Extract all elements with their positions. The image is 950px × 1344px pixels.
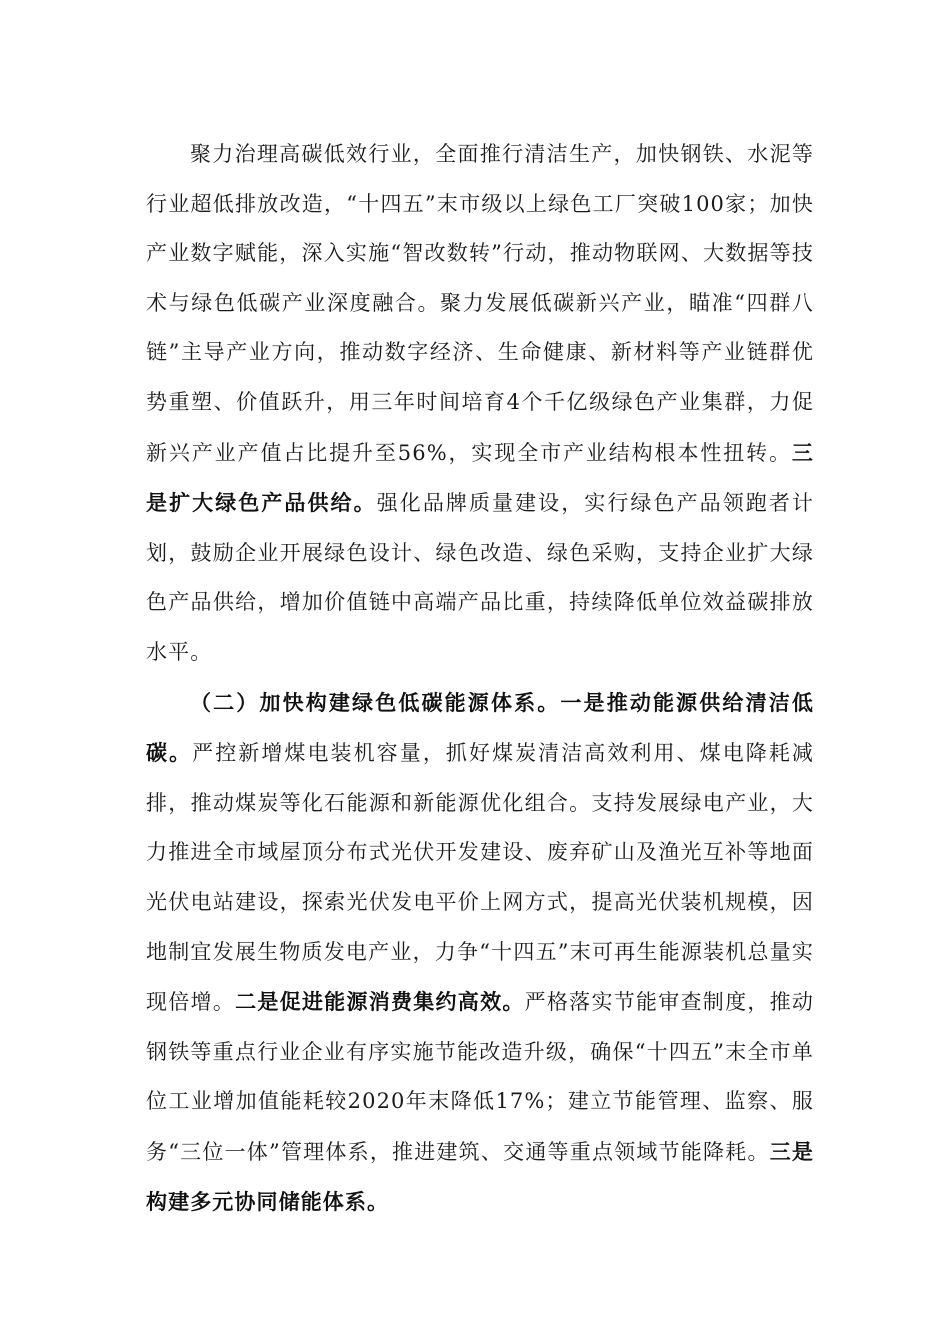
document-body bbox=[146, 130, 814, 1228]
section-heading: （二）加快构建绿色低碳能源体系。 bbox=[190, 689, 561, 715]
paragraph-text: 严格落实节能审查制度，推动钢铁等重点行业企业有序实施节能改造升级，确保“十四五”末全市单位工业增加值能耗较2020年末降低17%；建立节能管理、监察、服务“三位一体”管理体系，推进建筑、交通等重点领域节能降耗。 bbox=[146, 990, 814, 1164]
paragraph-text: 强化品牌质量建设，实行绿色产品领跑者计划，鼓励企业开展绿色设计、绿色改造、绿色采购，支持企业扩大绿色产品供给，增加价值链中高端产品比重，持续降低单位效益碳排放水平。 bbox=[146, 491, 815, 664]
bold-point-heading: 一是推动能源供给清洁低碳。 bbox=[146, 689, 814, 766]
bold-point-heading: 三是构建多元协同储能体系。 bbox=[146, 1138, 815, 1215]
bold-point-heading: 二是促进能源消费集约高效。 bbox=[235, 989, 525, 1015]
paragraph-text: 聚力治理高碳低效行业，全面推行清洁生产，加快钢铁、水泥等行业超低排放改造，“十四五”末市级以上绿色工厂突破100家；加快产业数字赋能，深入实施“智改数转”行动，推动物联网、大数据等技术与绿色低碳产业深度融合。聚力发展低碳新兴产业，瞄准“四群八链”主导产业方向，推动数字经济、生命健康、新材料等产业链群优势重塑、价值跃升，用三年时间培育4个千亿级绿色产业集群，力促新兴产业产值占比提升至56%，实现全市产业结构根本性扭转。 bbox=[146, 142, 814, 465]
bold-point-heading: 三是扩大绿色产品供给。 bbox=[146, 439, 814, 516]
paragraph-text: 严控新增煤电装机容量，抓好煤炭清洁高效利用、煤电降耗减排，推动煤炭等化石能源和新能源优化组合。支持发展绿电产业，大力推进全市域屋顶分布式光伏开发建设、废弃矿山及渔光互补等地面光伏电站建设，探索光伏发电平价上网方式，提高光伏装机规模，因地制宜发展生物质发电产业，力争“十四五”末可再生能源装机总量实现倍增。 bbox=[146, 741, 814, 1015]
paragraph-energy-system bbox=[146, 678, 814, 1229]
paragraph-industry-structure bbox=[146, 130, 814, 678]
